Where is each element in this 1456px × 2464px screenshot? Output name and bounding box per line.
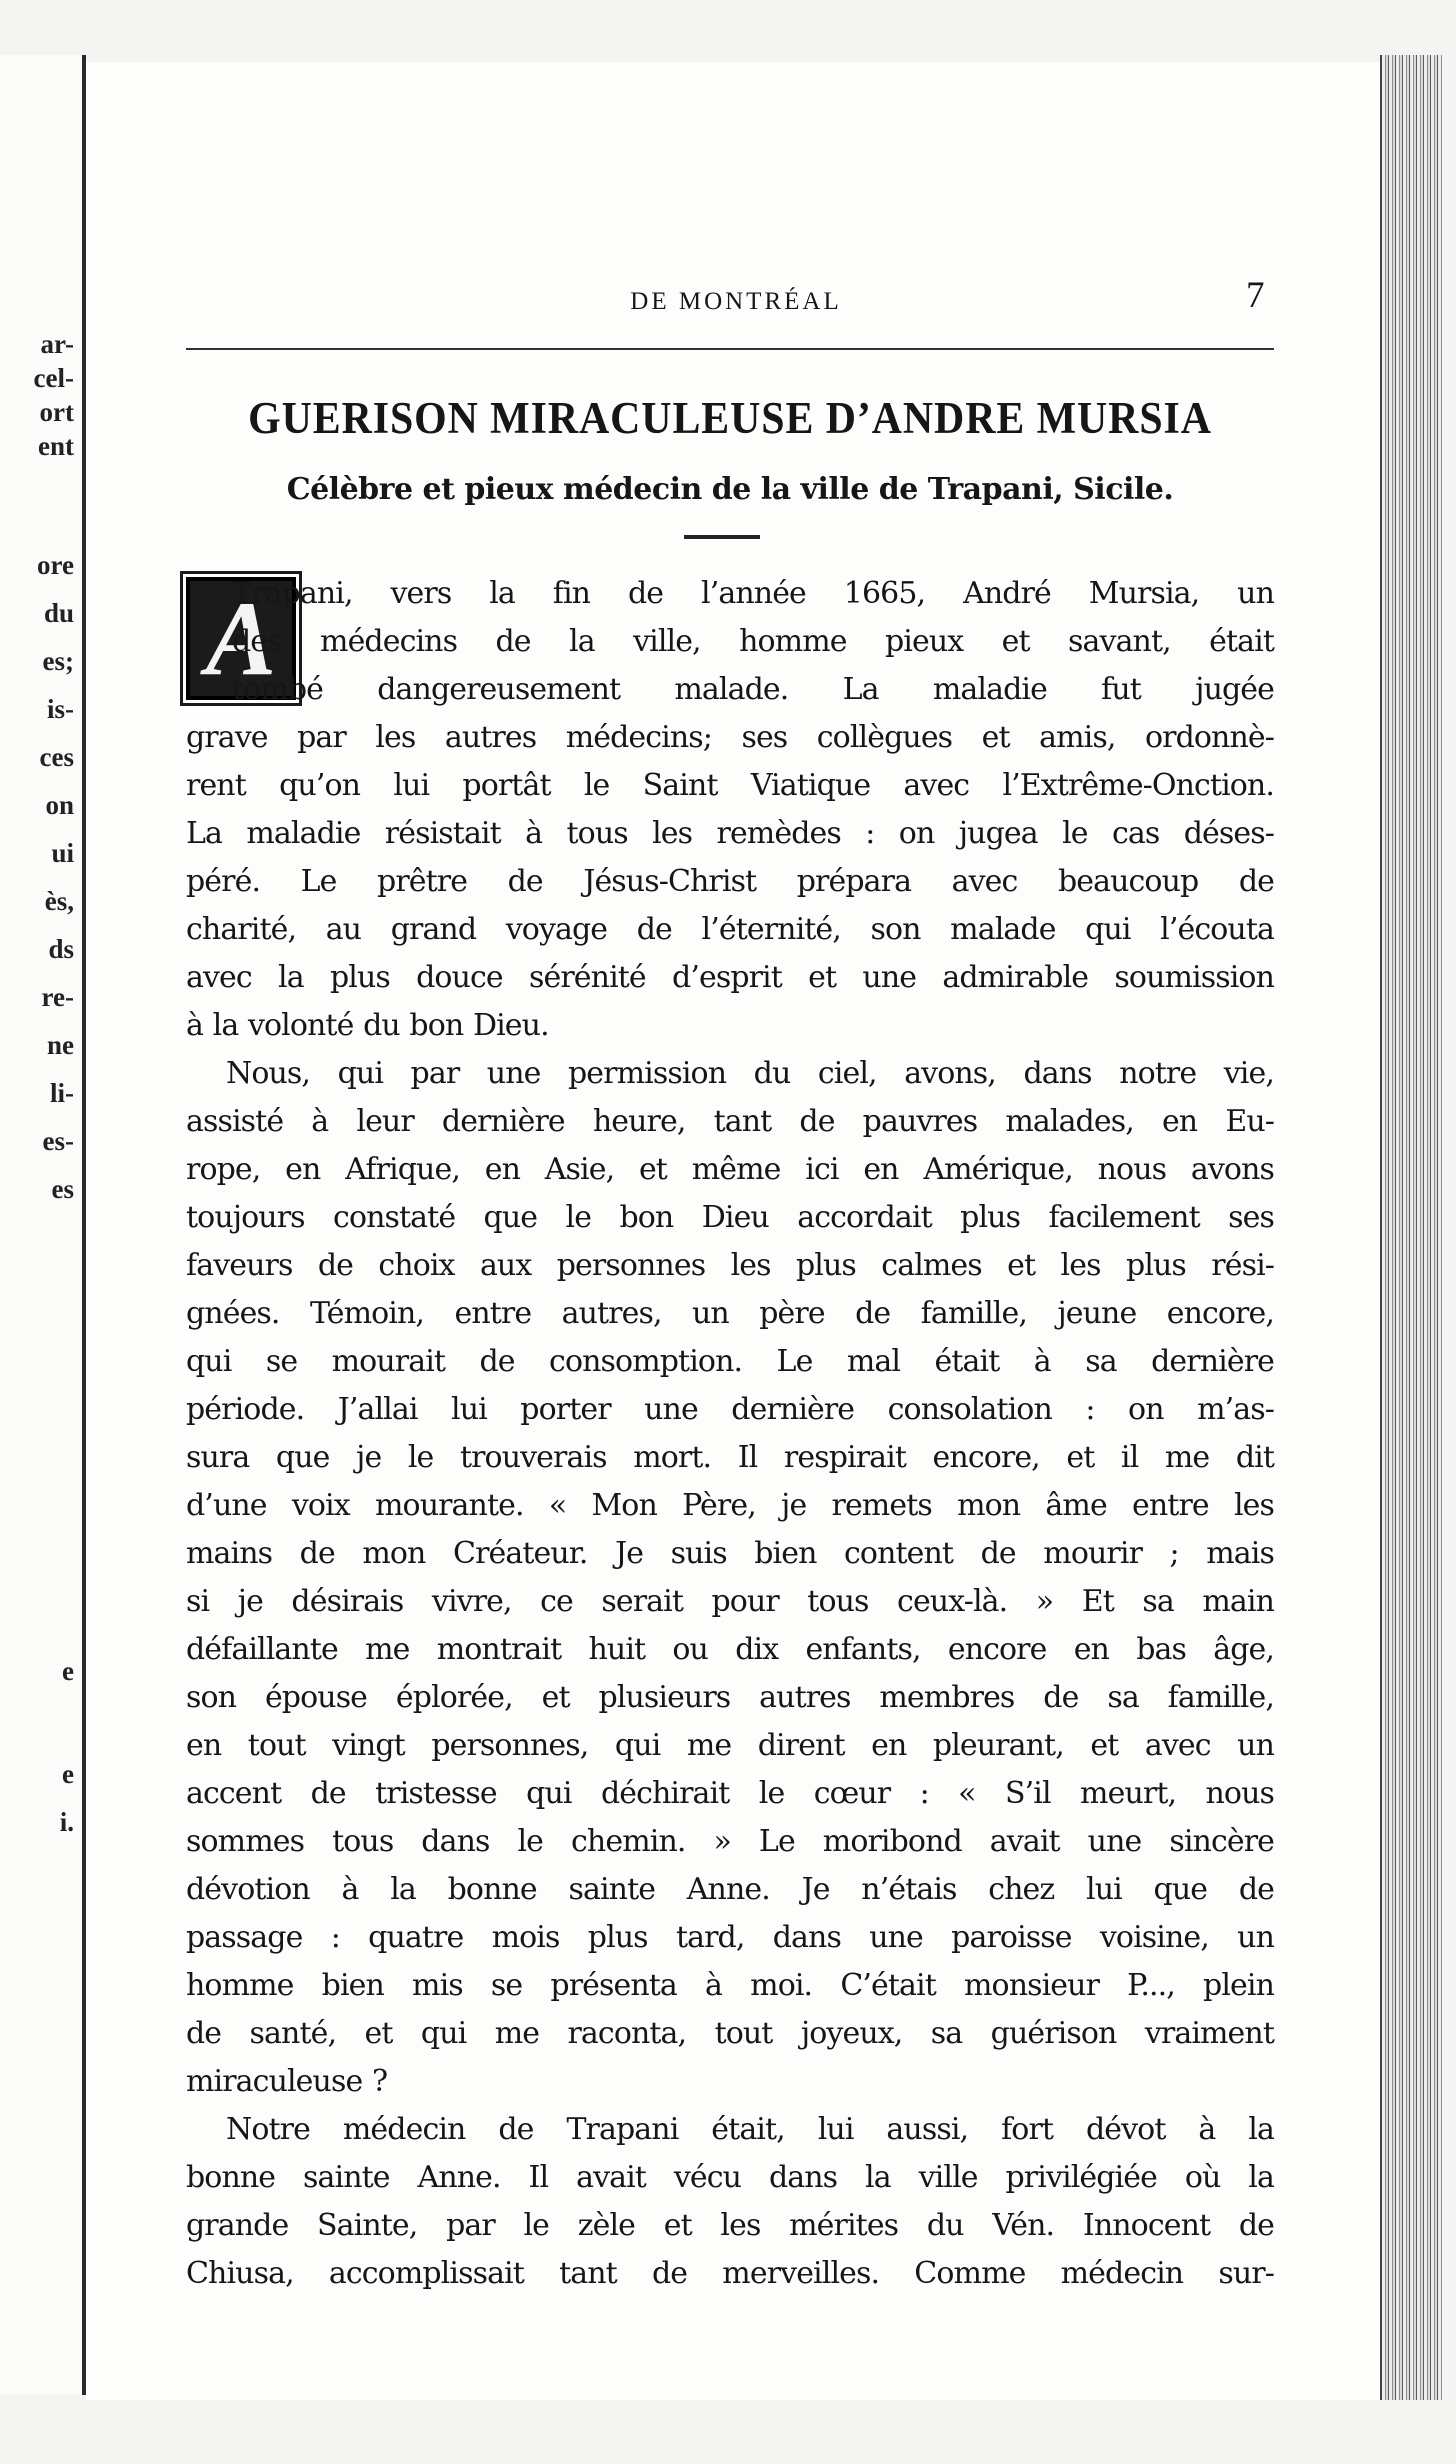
text-line: de santé, et qui me raconta, tout joyeux, sa guérison vraiment	[186, 2016, 1274, 2051]
left-page-fragment: du	[43, 598, 74, 628]
left-page-fragment: re-	[41, 982, 74, 1012]
text-line: tombé dangereusement malade. La maladie fut jugée	[232, 672, 1274, 707]
left-page-fragment: e	[62, 1656, 74, 1686]
dropcap-letter: A	[205, 579, 277, 697]
text-line: rope, en Afrique, en Asie, et même ici en Amérique, nous avons	[186, 1152, 1274, 1187]
text-line: sommes tous dans le chemin. » Le moribond avait une sincère	[186, 1824, 1274, 1859]
text-line: son épouse éplorée, et plusieurs autres membres de sa famille,	[186, 1680, 1274, 1715]
left-page-fragment: is-	[47, 694, 74, 724]
left-page-fragment: li-	[50, 1078, 74, 1108]
left-page-fragment: on	[45, 790, 74, 820]
page-number: 7	[1246, 275, 1265, 316]
left-page-fragment: es-	[42, 1126, 74, 1156]
text-line: miraculeuse ?	[186, 2064, 388, 2099]
text-line: mains de mon Créateur. Je suis bien content de mourir ; mais	[186, 1536, 1274, 1571]
left-page-fragment: ds	[48, 934, 74, 964]
text-line: rent qu’on lui portât le Saint Viatique avec l’Extrême-Onction.	[186, 768, 1274, 803]
left-page-fragment: es;	[42, 646, 74, 676]
text-line: Chiusa, accomplissait tant de merveilles. Comme médecin sur-	[186, 2256, 1274, 2291]
left-page-fragment: e	[62, 1759, 74, 1789]
left-page-margin	[0, 55, 86, 2395]
text-line: Notre médecin de Trapani était, lui aussi, fort dévot à la	[226, 2112, 1274, 2147]
text-line: passage : quatre mois plus tard, dans une paroisse voisine, un	[186, 1920, 1274, 1955]
left-page-fragment: ort	[39, 397, 74, 427]
article-title: GUERISON MIRACULEUSE D’ANDRE MURSIA	[248, 393, 1212, 443]
text-line: en tout vingt personnes, qui me dirent en pleurant, et avec un	[186, 1728, 1274, 1763]
text-line: péré. Le prêtre de Jésus-Christ prépara avec beaucoup de	[186, 864, 1274, 899]
text-line: sura que je le trouverais mort. Il respirait encore, et il me dit	[186, 1440, 1274, 1475]
left-page-fragment: ar-	[40, 329, 74, 359]
left-page-fragment: ès,	[44, 886, 74, 916]
text-line: faveurs de choix aux personnes les plus calmes et les plus rési-	[186, 1248, 1274, 1283]
text-line: grande Sainte, par le zèle et les mérites du Vén. Innocent de	[186, 2208, 1274, 2243]
text-line: dévotion à la bonne sainte Anne. Je n’étais chez lui que de	[186, 1872, 1274, 1907]
book-page	[86, 62, 1386, 2400]
text-line: bonne sainte Anne. Il avait vécu dans la ville privilégiée où la	[186, 2160, 1274, 2195]
text-line: gnées. Témoin, entre autres, un père de famille, jeune encore,	[186, 1296, 1274, 1331]
text-line: d’une voix mourante. « Mon Père, je remets mon âme entre les	[186, 1488, 1274, 1523]
page-edges	[1380, 55, 1442, 2400]
text-line: Trapani, vers la fin de l’année 1665, André Mursia, un	[232, 576, 1274, 611]
left-page-fragment: ore	[37, 550, 74, 580]
left-page-fragment: ent	[38, 431, 74, 461]
left-page-fragment: cel-	[33, 363, 74, 393]
running-head: DE MONTRÉAL	[630, 288, 842, 315]
text-line: grave par les autres médecins; ses collègues et amis, ordonnè-	[186, 720, 1274, 755]
article-subtitle: Célèbre et pieux médecin de la ville de Trapani, Sicile.	[286, 472, 1174, 507]
left-page-fragment: ces	[39, 742, 74, 772]
text-line: défaillante me montrait huit ou dix enfants, encore en bas âge,	[186, 1632, 1274, 1667]
header-rule	[186, 348, 1274, 350]
text-line: assisté à leur dernière heure, tant de pauvres malades, en Eu-	[186, 1104, 1274, 1139]
left-page-fragment: i.	[59, 1807, 74, 1837]
text-line: des médecins de la ville, homme pieux et savant, était	[232, 624, 1274, 659]
text-line: charité, au grand voyage de l’éternité, son malade qui l’écouta	[186, 912, 1274, 947]
text-line: La maladie résistait à tous les remèdes : on jugea le cas déses-	[186, 816, 1274, 851]
text-line: accent de tristesse qui déchirait le cœur : « S’il meurt, nous	[186, 1776, 1274, 1811]
text-line: si je désirais vivre, ce serait pour tous ceux-là. » Et sa main	[186, 1584, 1274, 1619]
text-line: Nous, qui par une permission du ciel, avons, dans notre vie,	[226, 1056, 1274, 1091]
text-line: toujours constaté que le bon Dieu accordait plus facilement ses	[186, 1200, 1274, 1235]
text-line: à la volonté du bon Dieu.	[186, 1008, 549, 1043]
left-page-fragment: ui	[51, 838, 74, 868]
text-line: qui se mourait de consomption. Le mal était à sa dernière	[186, 1344, 1274, 1379]
text-line: période. J’allai lui porter une dernière consolation : on m’as-	[186, 1392, 1274, 1427]
text-line: homme bien mis se présenta à moi. C’était monsieur P..., plein	[186, 1968, 1274, 2003]
left-page-fragment: es	[51, 1174, 74, 1204]
text-line: avec la plus douce sérénité d’esprit et une admirable soumission	[186, 960, 1274, 995]
left-page-fragment: ne	[47, 1030, 74, 1060]
title-rule	[684, 535, 760, 539]
